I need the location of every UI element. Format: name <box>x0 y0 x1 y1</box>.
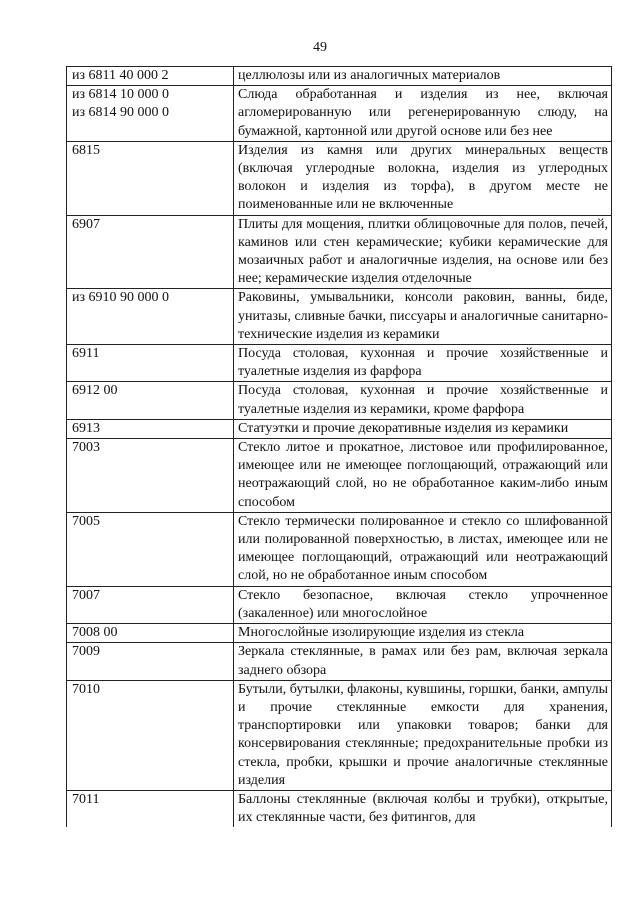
tariff-code: из 6814 10 000 0 <box>72 87 170 103</box>
description-cell: Посуда столовая, кухонная и прочие хозяйственные и туалетные изделия из керамики, кроме фарфора <box>234 382 612 419</box>
code-cell <box>67 419 234 438</box>
description-cell: Слюда обработанная и изделия из нее, включая агломерированную или регенерированную слюду, на бумажной, картонной или другой основе или без нее <box>234 86 612 142</box>
tariff-code: 7010 <box>72 681 100 697</box>
description-cell: Бутыли, бутылки, флаконы, кувшины, горшки, банки, ампулы и прочие стеклянные емкости для хранения, транспортировки или упаковки товаров; банки для консервирования стеклянные; предохранительные пробки из стекла, пробки, крышки и прочие аналогичные стеклянные изделия <box>234 680 612 790</box>
code-cell <box>67 790 234 827</box>
description-cell: Стекло безопасное, включая стекло упрочненное (закаленное) или многослойное <box>234 586 612 623</box>
description-cell: Посуда столовая, кухонная и прочие хозяйственные и туалетные изделия из фарфора <box>234 345 612 382</box>
code-cell <box>67 680 234 790</box>
tariff-code: из 6814 90 000 0 <box>72 105 170 121</box>
description-cell: Баллоны стеклянные (включая колбы и трубки), открытые, их стеклянные части, без фитингов, для <box>234 790 612 827</box>
code-cell <box>67 289 234 345</box>
tariff-code: 6913 <box>72 420 100 436</box>
description-cell: Плиты для мощения, плитки облицовочные для полов, печей, каминов или стен керамические; кубики керамические для мозаичных работ и аналогичные изделия, на основе или без нее; керамические изделия отделочные <box>234 215 612 289</box>
table-row <box>67 215 612 289</box>
tariff-code: 7008 00 <box>72 625 118 641</box>
table-row <box>67 790 612 827</box>
table-row <box>67 512 612 586</box>
description-cell: Стекло литое и прокатное, листовое или профилированное, имеющее или не имеющее поглощающий, отражающий или неотражающий слой, но не обработанное каким-либо иным способом <box>234 439 612 513</box>
tariff-code: 7007 <box>72 587 100 603</box>
tariff-code: из 6811 40 000 2 <box>72 68 169 83</box>
tariff-code: 6912 00 <box>72 383 118 399</box>
code-cell <box>67 624 234 643</box>
table-body <box>67 67 612 828</box>
table-row <box>67 141 612 215</box>
code-cell <box>67 512 234 586</box>
page-number: 49 <box>313 40 327 55</box>
code-cell <box>67 86 234 142</box>
code-cell <box>67 67 234 86</box>
table-row <box>67 86 612 142</box>
description-cell: Раковины, умывальники, консоли раковин, ванны, биде, унитазы, сливные бачки, писсуары и аналогичные санитарно-технические изделия из керамики <box>234 289 612 345</box>
tariff-code: 7011 <box>72 791 100 807</box>
tariff-code: 7005 <box>72 513 100 529</box>
description-cell: Зеркала стеклянные, в рамах или без рам, включая зеркала заднего обзора <box>234 643 612 680</box>
table-row <box>67 586 612 623</box>
code-cell <box>67 141 234 215</box>
tariff-code-table <box>66 66 612 827</box>
table-row <box>67 382 612 419</box>
tariff-code: из 6910 90 000 0 <box>72 290 170 306</box>
table-row <box>67 680 612 790</box>
table-row <box>67 643 612 680</box>
tariff-code: 7003 <box>72 440 100 456</box>
code-cell <box>67 643 234 680</box>
tariff-code: 6911 <box>72 346 100 362</box>
code-cell <box>67 586 234 623</box>
code-cell <box>67 439 234 513</box>
description-cell: целлюлозы или из аналогичных материалов <box>234 67 612 86</box>
table-row <box>67 419 612 438</box>
table-row <box>67 624 612 643</box>
description-cell: Стекло термически полированное и стекло со шлифованной или полированной поверхностью, в листах, имеющее или не имеющее поглощающий, отражающий или неотражающий слой, но не обработанное иным способом <box>234 512 612 586</box>
description-cell: Статуэтки и прочие декоративные изделия из керамики <box>234 419 612 438</box>
code-cell <box>67 215 234 289</box>
tariff-code: 6815 <box>72 142 100 158</box>
table-row <box>67 439 612 513</box>
description-cell: Многослойные изолирующие изделия из стекла <box>234 624 612 643</box>
table-row <box>67 345 612 382</box>
code-cell <box>67 345 234 382</box>
table-row <box>67 289 612 345</box>
tariff-code: 6907 <box>72 216 100 232</box>
table-row <box>67 67 612 86</box>
tariff-code: 7009 <box>72 644 100 660</box>
code-cell <box>67 382 234 419</box>
description-cell: Изделия из камня или других минеральных веществ (включая углеродные волокна, изделия из углеродных волокон и изделия из торфа), в другом месте не поименованные или не включенные <box>234 141 612 215</box>
